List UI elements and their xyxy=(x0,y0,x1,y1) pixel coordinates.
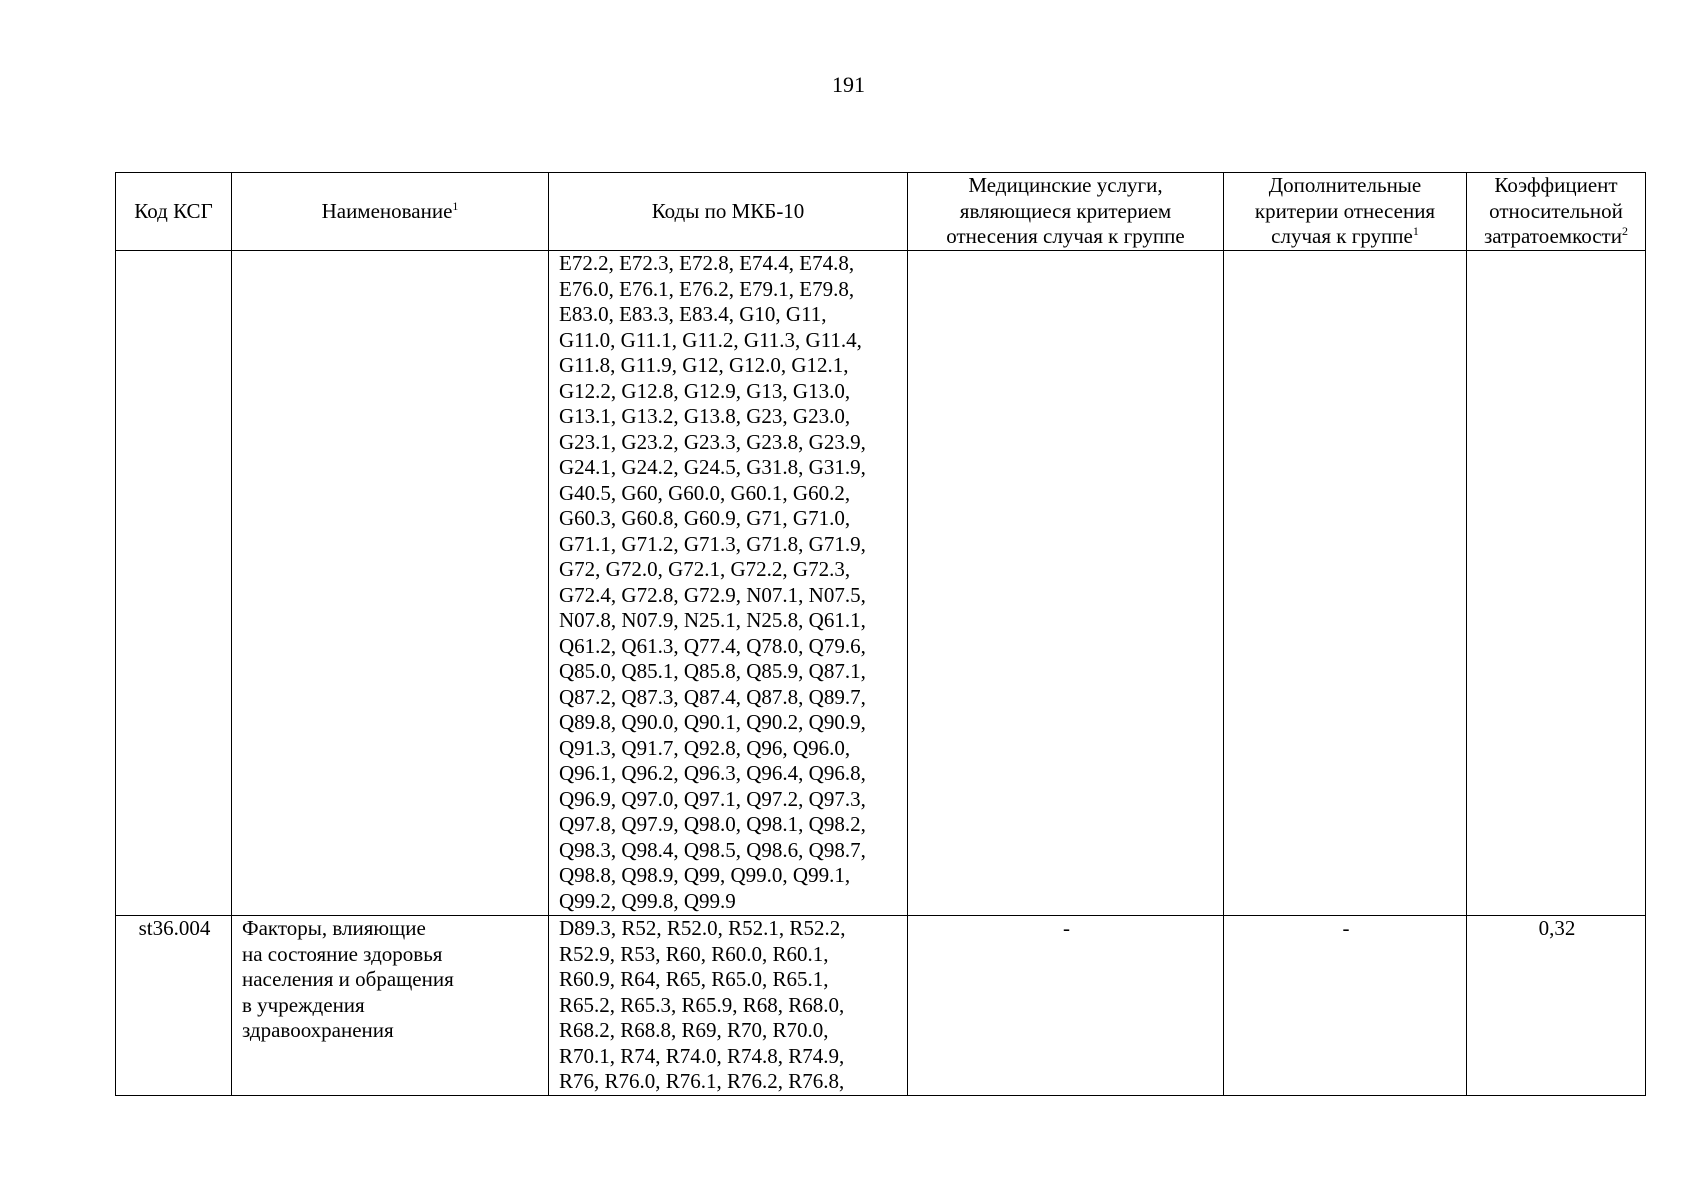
name-line: населения и обращения xyxy=(242,967,454,991)
icd-code-line: Q85.0, Q85.1, Q85.8, Q85.9, Q87.1, xyxy=(559,659,866,683)
icd-code-line: G24.1, G24.2, G24.5, G31.8, G31.9, xyxy=(559,455,866,479)
name-line: в учреждения xyxy=(242,992,365,1017)
icd-code-line: Q87.2, Q87.3, Q87.4, Q87.8, Q89.7, xyxy=(559,684,866,709)
medical-services-cell xyxy=(908,251,1224,916)
icd-code-line: R76, R76.0, R76.1, R76.2, R76.8, xyxy=(559,1069,845,1093)
header-ksg-code: Код КСГ xyxy=(116,173,232,251)
icd10-codes-cell xyxy=(549,916,908,1096)
name-cell xyxy=(232,916,549,1096)
icd-code-line: G72, G72.0, G72.1, G72.2, G72.3, xyxy=(559,557,851,581)
name-line: здравоохранения xyxy=(242,1018,394,1042)
header-additional-criteria xyxy=(1224,173,1467,251)
header-name xyxy=(232,173,549,251)
ksg-table xyxy=(115,172,1646,1096)
name-cell xyxy=(232,251,549,916)
name-line: Факторы, влияющие xyxy=(242,916,426,940)
footnote-1-marker: 1 xyxy=(452,198,459,213)
header-extra-line xyxy=(1230,224,1460,250)
header-coef-line xyxy=(1473,224,1639,250)
ksg-code-cell xyxy=(116,251,232,916)
cost-coefficient-cell: 0,32 xyxy=(1467,916,1646,1096)
icd-code-line: R52.9, R53, R60, R60.0, R60.1, xyxy=(559,941,829,966)
icd-code-line: E72.2, E72.3, E72.8, E74.4, E74.8, xyxy=(559,251,855,275)
icd-code-line: Q99.2, Q99.8, Q99.9 xyxy=(559,888,736,913)
icd-code-line: R68.2, R68.8, R69, R70, R70.0, xyxy=(559,1018,829,1042)
icd-code-line: G71.1, G71.2, G71.3, G71.8, G71.9, xyxy=(559,531,866,556)
footnote-2-marker: 2 xyxy=(1621,224,1628,239)
icd-code-line: R70.1, R74, R74.0, R74.8, R74.9, xyxy=(559,1043,845,1068)
header-medical-services xyxy=(908,173,1224,251)
icd-code-line: G72.4, G72.8, G72.9, N07.1, N07.5, xyxy=(559,582,866,607)
icd-code-line: Q98.8, Q98.9, Q99, Q99.0, Q99.1, xyxy=(559,863,851,887)
name-line: на состояние здоровья xyxy=(242,941,443,966)
icd-code-line: Q96.1, Q96.2, Q96.3, Q96.4, Q96.8, xyxy=(559,761,866,785)
icd-code-line: E76.0, E76.1, E76.2, E79.1, E79.8, xyxy=(559,276,855,301)
icd-code-line: G23.1, G23.2, G23.3, G23.8, G23.9, xyxy=(559,429,866,454)
table-row xyxy=(116,251,1646,916)
icd-code-line: N07.8, N07.9, N25.1, N25.8, Q61.1, xyxy=(559,608,866,632)
page-number: 191 xyxy=(832,72,865,97)
header-coef-line: Коэффициент xyxy=(1494,173,1618,198)
icd-code-line: Q98.3, Q98.4, Q98.5, Q98.6, Q98.7, xyxy=(559,837,866,862)
header-services-line: являющиеся критерием xyxy=(959,198,1172,223)
icd-code-line: R60.9, R64, R65, R65.0, R65.1, xyxy=(559,967,829,991)
header-extra-text: случая к группе xyxy=(1271,224,1413,249)
header-name-text: Наименование xyxy=(321,198,453,223)
cost-coefficient-cell xyxy=(1467,251,1646,916)
header-services-line: Медицинские услуги, xyxy=(968,173,1163,198)
icd-code-line: Q97.8, Q97.9, Q98.0, Q98.1, Q98.2, xyxy=(559,812,866,836)
footnote-1-marker: 1 xyxy=(1412,224,1419,239)
header-extra-line: критерии отнесения xyxy=(1254,198,1436,223)
icd-code-line: R65.2, R65.3, R65.9, R68, R68.0, xyxy=(559,992,845,1017)
medical-services-cell: - xyxy=(908,916,1224,1096)
additional-criteria-cell xyxy=(1224,251,1467,916)
icd-code-line: G11.8, G11.9, G12, G12.0, G12.1, xyxy=(559,353,849,377)
icd-code-line: E83.0, E83.3, E83.4, G10, G11, xyxy=(559,302,827,326)
icd10-codes-cell xyxy=(549,251,908,916)
icd-code-line: G11.0, G11.1, G11.2, G11.3, G11.4, xyxy=(559,327,862,352)
icd-code-line: Q89.8, Q90.0, Q90.1, Q90.2, Q90.9, xyxy=(559,710,866,734)
icd-code-line: Q96.9, Q97.0, Q97.1, Q97.2, Q97.3, xyxy=(559,786,866,811)
icd-code-line: G12.2, G12.8, G12.9, G13, G13.0, xyxy=(559,378,851,403)
icd-code-line: Q61.2, Q61.3, Q77.4, Q78.0, Q79.6, xyxy=(559,633,866,658)
header-cost-coefficient xyxy=(1467,173,1646,251)
icd-code-line: G40.5, G60, G60.0, G60.1, G60.2, xyxy=(559,480,851,505)
header-extra-line: Дополнительные xyxy=(1268,173,1422,198)
icd-code-line: Q91.3, Q91.7, Q92.8, Q96, Q96.0, xyxy=(559,735,851,760)
icd-code-line: G13.1, G13.2, G13.8, G23, G23.0, xyxy=(559,404,851,428)
table-row xyxy=(116,916,1646,1096)
header-services-line: отнесения случая к группе xyxy=(946,224,1185,249)
ksg-code-cell: st36.004 xyxy=(116,916,232,1096)
header-coef-line: относительной xyxy=(1489,198,1623,223)
header-icd10-codes: Коды по МКБ-10 xyxy=(549,173,908,251)
icd-code-line: G60.3, G60.8, G60.9, G71, G71.0, xyxy=(559,506,851,530)
additional-criteria-cell: - xyxy=(1224,916,1467,1096)
table-header-row xyxy=(116,173,1646,251)
icd-code-line: D89.3, R52, R52.0, R52.1, R52.2, xyxy=(559,916,846,940)
header-coef-text: затратоемкости xyxy=(1484,224,1622,249)
